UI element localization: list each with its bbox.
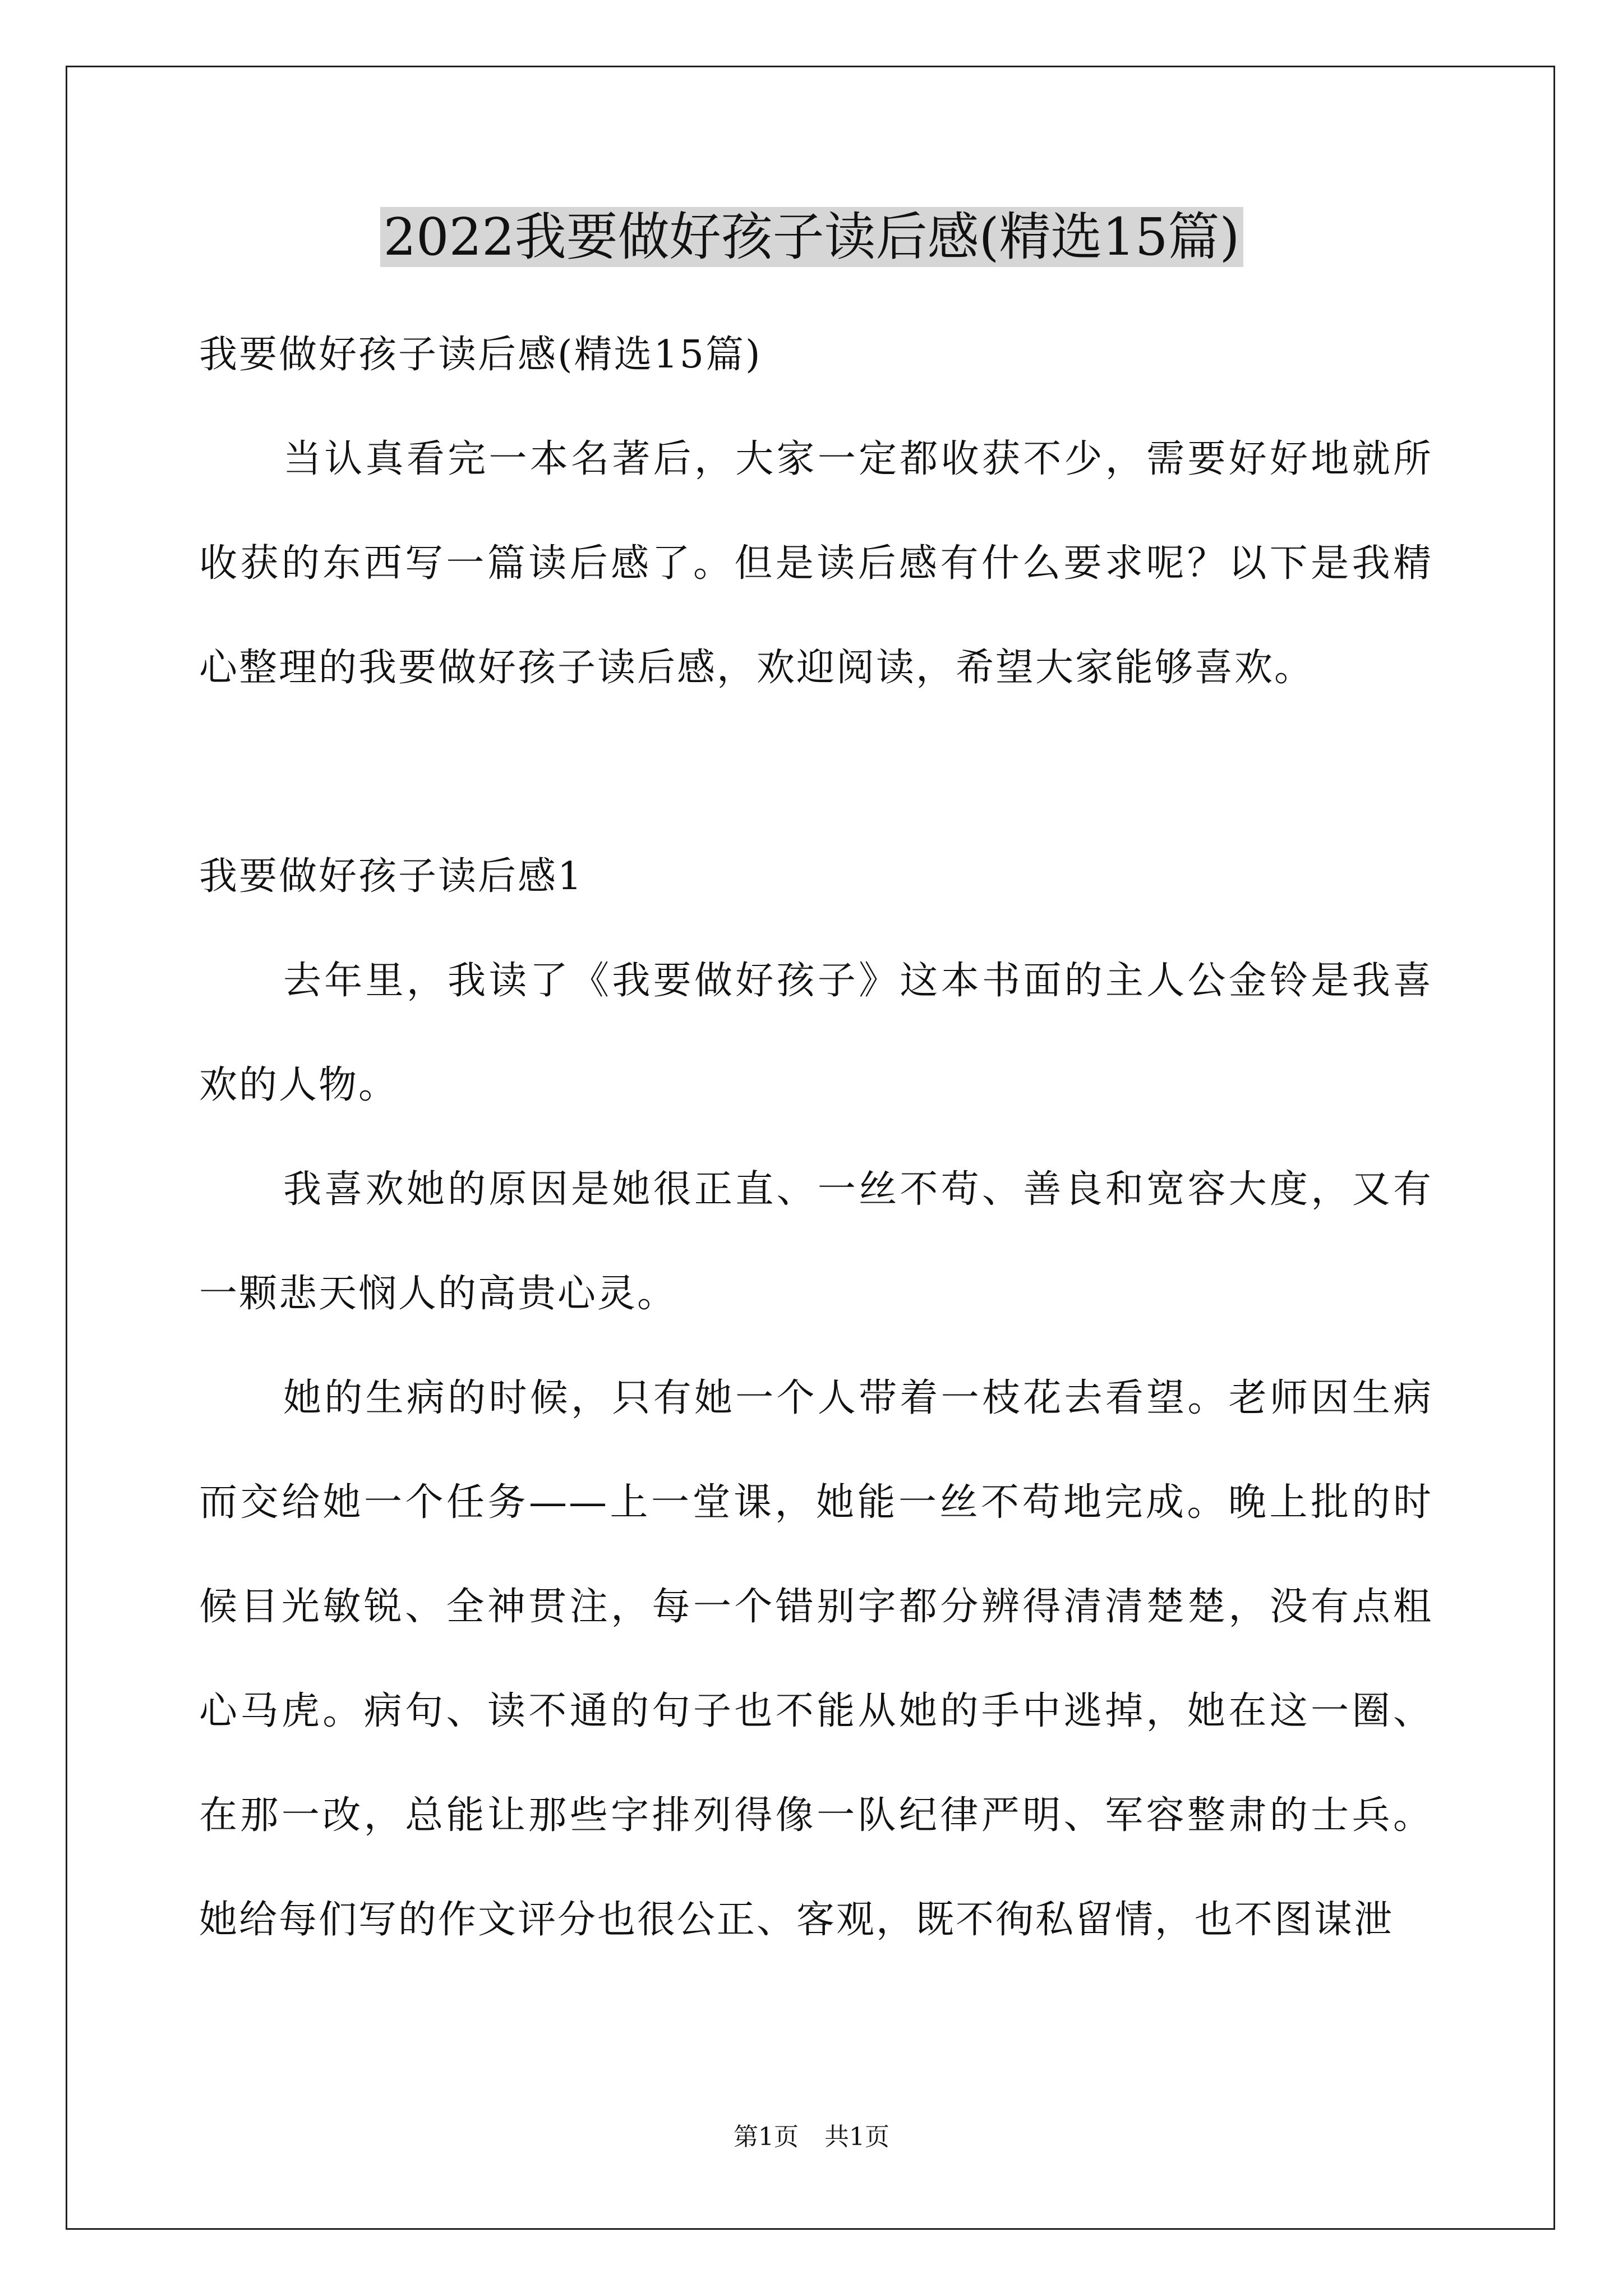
section-heading: 我要做好孩子读后感1 (199, 854, 584, 899)
document-title (0, 199, 1623, 275)
body-paragraph: 去年里，我读了《我要做好孩子》这本书面的主人公金铃是我喜欢的人物。 (199, 959, 1433, 1107)
section-spacer (199, 720, 1433, 825)
document-body (199, 303, 1433, 1972)
page-number: 第1页 (734, 2123, 799, 2151)
document-title-text: 2022我要做好孩子读后感(精选15篇) (380, 207, 1243, 267)
page-total: 共1页 (824, 2123, 889, 2151)
intro-paragraph: 当认真看完一本名著后，大家一定都收获不少，需要好好地就所收获的东西写一篇读后感了。但是读后感有什么要求呢？以下是我精心整理的我要做好孩子读后感，欢迎阅读，希望大家能够喜欢。 (199, 437, 1433, 690)
page-footer (0, 2120, 1623, 2154)
document-subtitle: 我要做好孩子读后感(精选15篇) (199, 333, 762, 377)
body-paragraph: 她的生病的时候，只有她一个人带着一枝花去看望。老师因生病而交给她一个任务——上一堂课，她能一丝不苟地完成。晚上批的时候目光敏锐、全神贯注，每一个错别字都分辨得清清楚楚，没有点粗心马虎。病句、读不通的句子也不能从她的手中逃掉，她在这一圈、在那一改，总能让那些字排列得像一队纪律严明、军容整肃的士兵。她给每们写的作文评分也很公正、客观，既不徇私留情，也不图谋泄 (199, 1376, 1433, 1942)
body-paragraph: 我喜欢她的原因是她很正直、一丝不苟、善良和宽容大度，又有一颗悲天悯人的高贵心灵。 (199, 1167, 1433, 1316)
